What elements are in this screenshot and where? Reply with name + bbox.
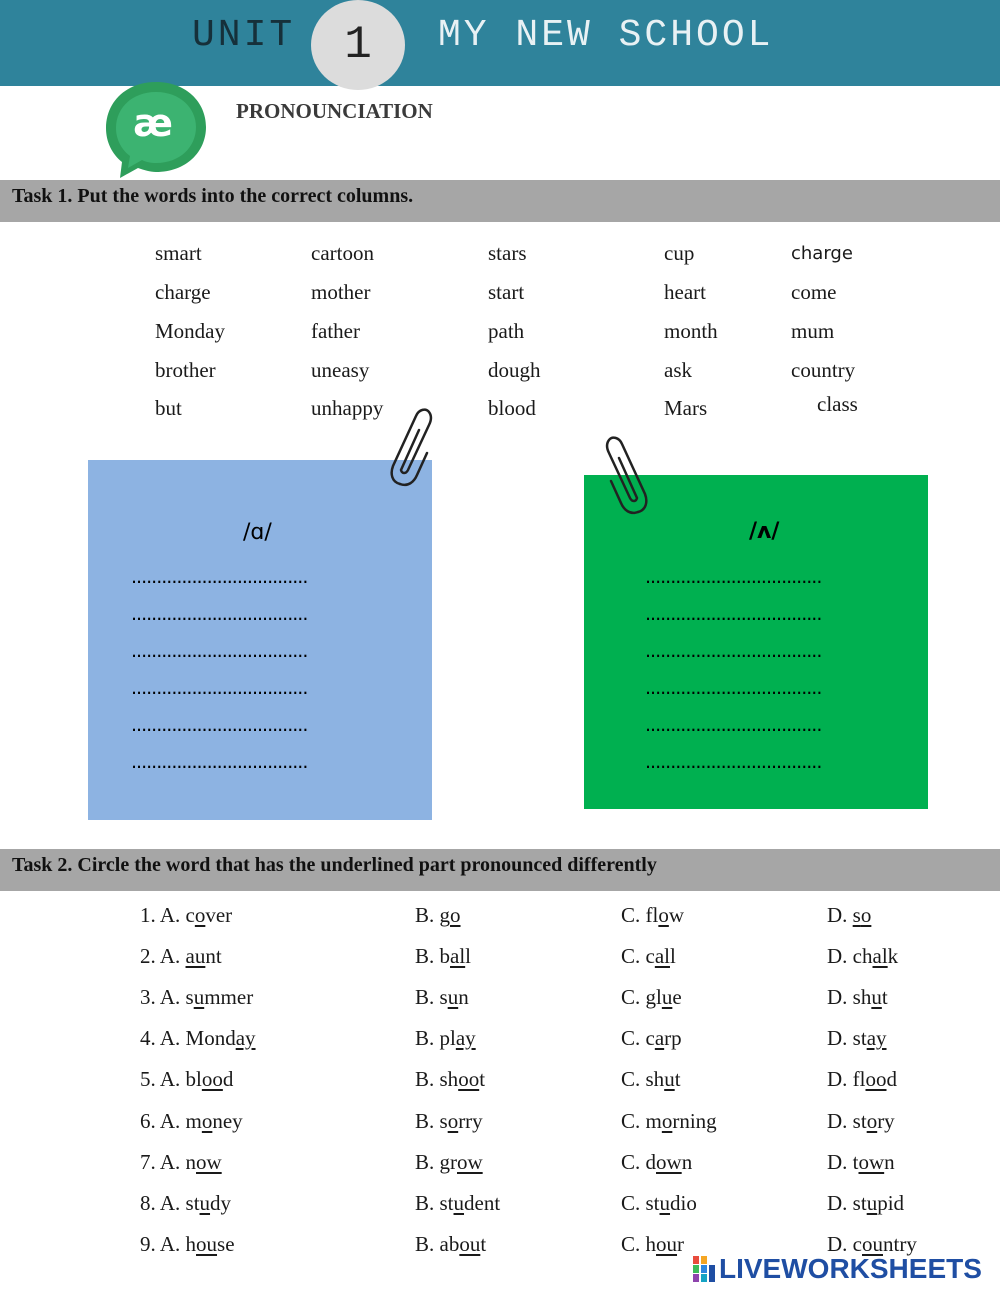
option-b[interactable]: B. about	[415, 1232, 487, 1256]
option-a[interactable]: 1. A. cover	[140, 903, 233, 927]
word-bank-item[interactable]: father	[311, 319, 360, 343]
word-bank-item[interactable]: mother	[311, 280, 371, 304]
answer-line[interactable]: ...................................	[131, 640, 308, 662]
option-c[interactable]: C. down	[621, 1150, 693, 1174]
underlined-part: u	[664, 1067, 675, 1091]
answer-line[interactable]: ...................................	[131, 714, 308, 736]
section-title: PRONOUNCIATION	[236, 99, 433, 123]
option-d[interactable]: D. stupid	[827, 1191, 905, 1215]
option-a[interactable]: 3. A. summer	[140, 985, 254, 1009]
task2-title: Task 2. Circle the word that has the underlined part pronounced differently	[0, 849, 1000, 891]
underlined-part: o	[447, 1109, 459, 1133]
liveworksheets-icon	[693, 1256, 715, 1282]
underlined-part: oo	[865, 1067, 887, 1091]
underlined-part: ou	[862, 1232, 883, 1256]
underlined-part: go	[439, 903, 461, 927]
option-a[interactable]: 6. A. money	[140, 1109, 243, 1133]
logo-symbol: æ	[133, 101, 173, 145]
underlined-part: ow	[656, 1150, 682, 1174]
word-bank-item[interactable]: brother	[155, 358, 216, 382]
underlined-part: oo	[201, 1067, 223, 1091]
underlined-part: ou	[459, 1232, 481, 1256]
word-bank-item[interactable]: stars	[488, 241, 527, 265]
underlined-part: al	[872, 944, 888, 968]
answer-line[interactable]: ...................................	[645, 640, 822, 662]
underlined-part: ay	[866, 1026, 887, 1050]
option-d[interactable]: D. shut	[827, 985, 888, 1009]
underlined-part: u	[866, 1191, 878, 1215]
option-b[interactable]: B. sorry	[415, 1109, 483, 1133]
option-b[interactable]: B. student	[415, 1191, 501, 1215]
underlined-part: u	[453, 1191, 465, 1215]
answer-line[interactable]: ...................................	[645, 677, 822, 699]
answer-line[interactable]: ...................................	[131, 566, 308, 588]
option-d[interactable]: D. story	[827, 1109, 895, 1133]
paperclip-icon	[604, 432, 652, 518]
option-d[interactable]: D. stay	[827, 1026, 887, 1050]
word-bank-item[interactable]: class	[817, 392, 858, 416]
option-b[interactable]: B. ball	[415, 944, 472, 968]
option-c[interactable]: C. morning	[621, 1109, 717, 1133]
underlined-part: so	[852, 903, 872, 927]
option-c[interactable]: C. shut	[621, 1067, 681, 1091]
underlined-part: ow	[858, 1150, 885, 1174]
option-b[interactable]: B. play	[415, 1026, 476, 1050]
underlined-part: u	[661, 985, 673, 1009]
word-bank-item[interactable]: smart	[155, 241, 202, 265]
answer-line[interactable]: ...................................	[131, 677, 308, 699]
word-bank-item[interactable]: ask	[664, 358, 692, 382]
underlined-part: u	[659, 1191, 671, 1215]
word-bank-item[interactable]: dough	[488, 358, 541, 382]
option-a[interactable]: 8. A. study	[140, 1191, 232, 1215]
word-bank-item[interactable]: Mars	[664, 396, 708, 420]
word-bank-item[interactable]: start	[488, 280, 525, 304]
answer-line[interactable]: ...................................	[645, 566, 822, 588]
underlined-part: al	[450, 944, 466, 968]
underlined-part: ay	[455, 1026, 476, 1050]
underlined-part: u	[199, 1191, 211, 1215]
underlined-part: ow	[457, 1150, 483, 1174]
word-bank-item[interactable]: country	[791, 358, 856, 382]
unit-number-badge: 1	[311, 0, 405, 90]
word-bank-item[interactable]: charge	[791, 243, 853, 264]
underlined-part: a	[654, 1026, 665, 1050]
brand-text: LIVEWORKSHEETS	[719, 1253, 982, 1284]
option-b[interactable]: B. shoot	[415, 1067, 486, 1091]
word-bank-item[interactable]: month	[664, 319, 718, 343]
liveworksheets-logo	[693, 1254, 982, 1284]
underlined-part: u	[871, 985, 882, 1009]
underlined-part: u	[193, 985, 205, 1009]
task1-title: Task 1. Put the words into the correct columns.	[0, 180, 1000, 222]
option-d[interactable]: D. town	[827, 1150, 895, 1174]
underlined-part: ou	[196, 1232, 218, 1256]
phoneme-label-a: /ɑ/	[243, 520, 272, 545]
word-bank-item[interactable]: path	[488, 319, 525, 343]
word-bank-item[interactable]: mum	[791, 319, 835, 343]
unit-label: UNIT	[192, 14, 296, 57]
word-bank-item[interactable]: cup	[664, 241, 695, 265]
option-c[interactable]: C. call	[621, 944, 676, 968]
word-bank-item[interactable]: heart	[664, 280, 706, 304]
option-a[interactable]: 7. A. now	[140, 1150, 222, 1174]
option-d[interactable]: D. flood	[827, 1067, 897, 1091]
underlined-part: o	[661, 1109, 673, 1133]
answer-line[interactable]: ...................................	[645, 714, 822, 736]
option-a[interactable]: 5. A. blood	[140, 1067, 234, 1091]
option-b[interactable]: B. go	[415, 903, 461, 927]
option-d[interactable]: D. chalk	[827, 944, 899, 968]
option-c[interactable]: C. glue	[621, 985, 682, 1009]
option-a[interactable]: 2. A. aunt	[140, 944, 222, 968]
answer-line[interactable]: ...................................	[131, 603, 308, 625]
underlined-part: o	[658, 903, 669, 927]
option-c[interactable]: C. carp	[621, 1026, 682, 1050]
phoneme-label-uh: /ʌ/	[749, 519, 780, 544]
option-d[interactable]: D. country	[827, 1232, 917, 1256]
option-c[interactable]: C. flow	[621, 903, 685, 927]
underlined-part: o	[201, 1109, 213, 1133]
underlined-part: u	[447, 985, 459, 1009]
option-a[interactable]: 4. A. Monday	[140, 1026, 256, 1050]
word-bank-item[interactable]: uneasy	[311, 358, 370, 382]
underlined-part: ou	[656, 1232, 678, 1256]
answer-line[interactable]: ...................................	[645, 751, 822, 773]
paperclip-icon	[386, 404, 434, 490]
underlined-part: oo	[458, 1067, 480, 1091]
underlined-part: o	[194, 903, 206, 927]
word-bank-item[interactable]: unhappy	[311, 396, 384, 420]
answer-line[interactable]: ...................................	[645, 603, 822, 625]
option-c[interactable]: C. studio	[621, 1191, 697, 1215]
word-bank-item[interactable]: charge	[155, 280, 211, 304]
underlined-part: au	[185, 944, 206, 968]
option-b[interactable]: B. sun	[415, 985, 469, 1009]
option-b[interactable]: B. grow	[415, 1150, 483, 1174]
word-bank-item[interactable]: cartoon	[311, 241, 374, 265]
word-bank-item[interactable]: blood	[488, 396, 536, 420]
option-c[interactable]: C. hour	[621, 1232, 685, 1256]
underlined-part: ay	[235, 1026, 256, 1050]
answer-line[interactable]: ...................................	[131, 751, 308, 773]
word-bank-item[interactable]: but	[155, 396, 182, 420]
underlined-part: al	[654, 944, 670, 968]
underlined-part: o	[866, 1109, 878, 1133]
option-a[interactable]: 9. A. house	[140, 1232, 235, 1256]
pronunciation-bubble-icon	[98, 76, 214, 182]
word-bank-item[interactable]: Monday	[155, 319, 225, 343]
underlined-part: ow	[196, 1150, 222, 1174]
word-bank-item[interactable]: come	[791, 280, 837, 304]
option-d[interactable]: D. so	[827, 903, 872, 927]
unit-title: MY NEW SCHOOL	[438, 14, 774, 57]
